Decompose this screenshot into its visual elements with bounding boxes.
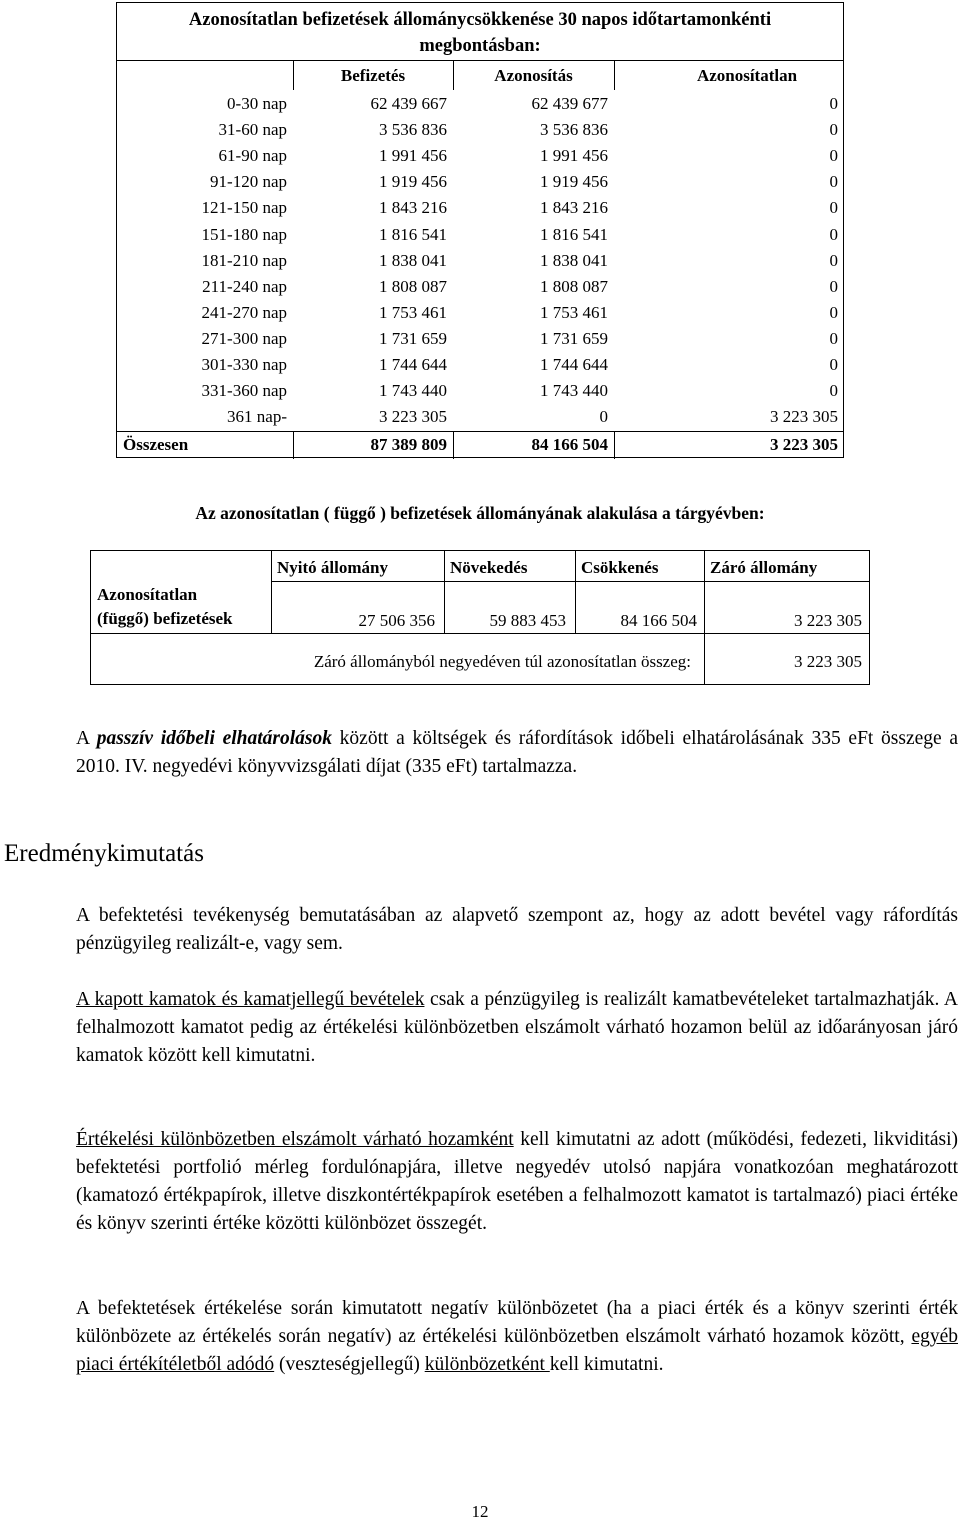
table-cell: 3 223 305 — [770, 407, 838, 427]
header-befizetes: Befizetés — [340, 66, 406, 85]
value-nyito: 27 506 356 — [358, 611, 435, 630]
row-period: 121-150 nap — [201, 198, 287, 218]
table-cell: 62 439 667 — [370, 94, 447, 113]
table-cell: 1 816 541 — [379, 224, 447, 244]
table-cell: 1 838 041 — [540, 250, 608, 270]
row-label-2: (függő) befizetések — [97, 609, 233, 628]
row-period: 361 nap- — [227, 407, 287, 427]
total-azonositas: 84 166 504 — [531, 435, 608, 454]
header-csokkenes: Csökkenés — [581, 558, 659, 577]
header-nyito: Nyitó állomány — [277, 558, 388, 577]
section-title: Az azonosítatlan ( függő ) befizetések állományának alakulása a tárgyévben: — [195, 503, 765, 523]
paragraph-negative-difference: A befektetések értékelése során kimutatott negatív különbözetet (ha a piaci érték és a könyv szerinti érték különbözete az értékelés során negatív) az értékelési különbözetben elszámolt várható hozamok között, egyéb piaci értékítéletből adódó (veszteségjellegű) különbözetként kell kimutatni. — [76, 1298, 958, 1375]
table-cell: 0 — [829, 276, 838, 296]
row-period: 61-90 nap — [218, 146, 287, 166]
table-cell: 3 536 836 — [379, 120, 447, 140]
table-cell: 1 919 456 — [379, 172, 447, 192]
value-novekedes: 59 883 453 — [489, 611, 566, 630]
table-cell: 1 731 659 — [379, 328, 447, 348]
header-zaro: Záró állomány — [710, 558, 818, 577]
header-azonositas: Azonosítás — [494, 66, 573, 85]
table-cell: 0 — [829, 120, 838, 140]
table-cell: 1 744 644 — [379, 355, 447, 374]
row-period: 181-210 nap — [201, 250, 287, 270]
table-cell: 1 808 087 — [379, 276, 447, 296]
paragraph-interest: A kapott kamatok és kamatjellegű bevételek csak a pénzügyileg is realizált kamatbevételeket tartalmazhatják. A felhalmozott kamatot pedig az értékelési különbözetben elszámolt várható hozamon belül az időarányosan járó kamatok között kell kimutatni. — [76, 989, 958, 1066]
table-cell: 1 991 456 — [540, 146, 608, 166]
total-label: Összesen — [123, 435, 189, 454]
table-cell: 1 743 440 — [540, 381, 608, 401]
table-cell: 0 — [829, 172, 838, 192]
table-cell: 1 838 041 — [379, 250, 447, 270]
row-period: 91-120 nap — [210, 172, 287, 192]
row-period: 241-270 nap — [201, 302, 287, 322]
table-cell: 1 919 456 — [540, 172, 608, 192]
row-period: 0-30 nap — [227, 94, 287, 113]
table-cell: 0 — [829, 302, 838, 322]
table-cell: 0 — [829, 224, 838, 244]
table-cell: 1 753 461 — [379, 302, 447, 322]
table-cell: 0 — [829, 328, 838, 348]
table-cell: 1 843 216 — [379, 198, 447, 218]
table-cell: 1 816 541 — [540, 224, 608, 244]
header-novekedes: Növekedés — [450, 558, 528, 577]
table-cell: 0 — [829, 94, 838, 113]
table-cell: 0 — [829, 250, 838, 270]
row-period: 331-360 nap — [201, 381, 287, 401]
paragraph-passive-accruals: A passzív időbeli elhatárolások között a költségek és ráfordítások időbeli elhatárolásának 335 eFt összege a 2010. IV. negyedévi könyvvizsgálati díjat (335 eFt) tartalmazza. — [76, 728, 958, 777]
paragraph-valuation: Értékelési különbözetben elszámolt várható hozamként kell kimutatni az adott (működési, fedezeti, likviditási) befektetési portfolió mérleg fordulónapjára, illetve negyedév utolsó napjára vonatkozóan meghatározott (kamatozó értékpapírok, illetve diszkontértékpapírok esetében a felhalmozott kamatot is tartalmazó) piaci értéke és könyv szerinti értéke közötti különbözet összegét. — [76, 1129, 958, 1234]
value-csokkenes: 84 166 504 — [620, 611, 697, 630]
table-cell: 1 991 456 — [379, 146, 447, 166]
table-cell: 0 — [829, 355, 838, 374]
section-heading: Eredménykimutatás — [4, 840, 204, 867]
table-cell: 1 743 440 — [379, 381, 447, 401]
footer-value: 3 223 305 — [794, 652, 862, 671]
pending-payments-table — [90, 550, 870, 685]
header-azonositatlan: Azonosítatlan — [696, 66, 798, 85]
total-azonositatlan: 3 223 305 — [770, 435, 838, 454]
table-cell: 62 439 677 — [531, 94, 608, 113]
page-number: 12 — [471, 1502, 489, 1521]
row-period: 211-240 nap — [202, 276, 287, 296]
row-label-1: Azonosítatlan — [97, 585, 198, 604]
row-period: 271-300 nap — [201, 328, 287, 348]
table-cell: 1 843 216 — [540, 198, 608, 218]
table-cell: 1 731 659 — [540, 328, 608, 348]
row-period: 151-180 nap — [201, 224, 287, 244]
value-zaro: 3 223 305 — [794, 611, 862, 630]
row-period: 301-330 nap — [201, 355, 287, 374]
paragraph-intro: A befektetési tevékenység bemutatásában az alapvető szempont az, hogy az adott bevétel vagy ráfordítás pénzügyileg realizált-e, vagy sem. — [76, 905, 958, 954]
table-cell: 1 808 087 — [540, 276, 608, 296]
table-title: Azonosítatlan befizetések állománycsökkenése 30 napos időtartamonkénti megbontásban: — [188, 10, 772, 56]
table-cell: 3 536 836 — [540, 120, 608, 140]
table-cell: 0 — [599, 407, 608, 427]
table-cell: 1 753 461 — [540, 302, 608, 322]
table-cell: 0 — [829, 198, 838, 218]
breakdown-table — [116, 2, 844, 458]
footer-label: Záró állományból negyedéven túl azonosítatlan összeg: — [313, 652, 691, 671]
total-befizetes: 87 389 809 — [370, 435, 447, 454]
table-cell: 1 744 644 — [540, 355, 608, 374]
table-cell: 0 — [829, 146, 838, 166]
table-cell: 0 — [829, 381, 838, 401]
table-cell: 3 223 305 — [379, 407, 447, 427]
row-period: 31-60 nap — [218, 120, 287, 140]
